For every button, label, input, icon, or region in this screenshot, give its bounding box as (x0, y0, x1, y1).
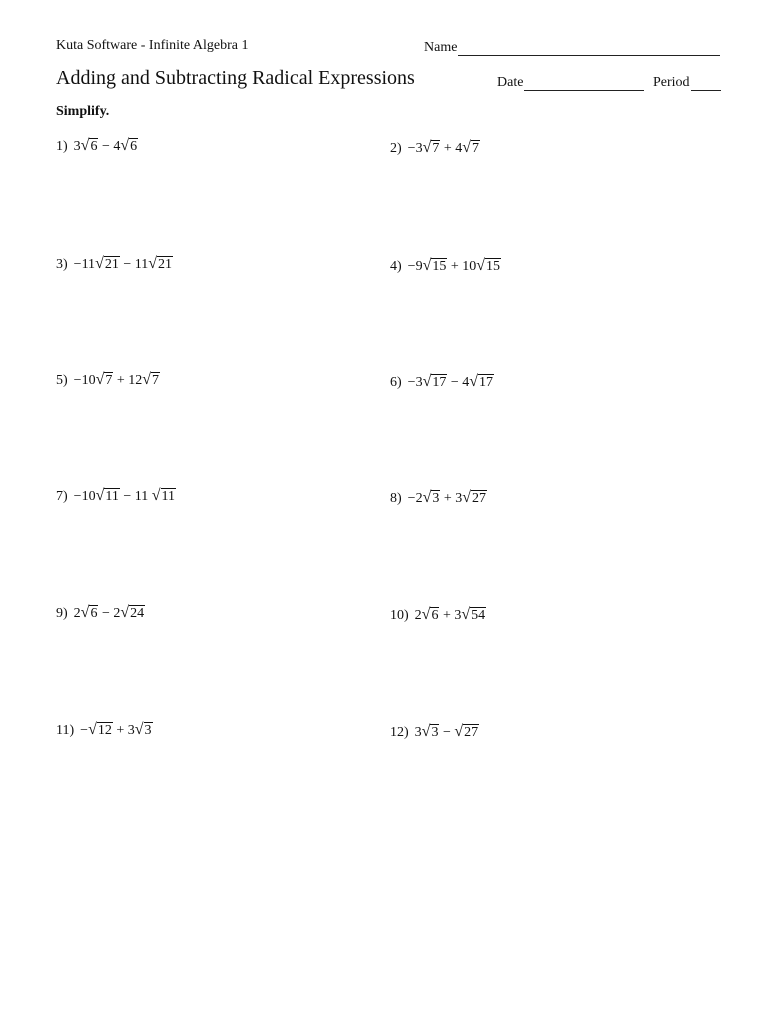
period-field[interactable] (653, 75, 721, 91)
instructions: Simplify. (56, 104, 110, 119)
problem-6 (390, 374, 494, 391)
date-field[interactable] (497, 75, 644, 91)
problem-number: 4) (390, 259, 402, 275)
problem-number: 12) (390, 725, 409, 741)
radical-sign-icon: √ (120, 137, 130, 155)
problem-number: 5) (56, 373, 68, 389)
coefficient: − 11 (119, 257, 149, 273)
radical-sign-icon: √ (462, 489, 472, 507)
coefficient: + 3 (440, 491, 463, 507)
problem-8 (390, 490, 487, 507)
problem-number: 9) (56, 606, 68, 622)
radical (96, 372, 114, 388)
coefficient: −10 (73, 489, 96, 505)
radical-sign-icon: √ (461, 606, 471, 624)
problem-number: 1) (56, 139, 68, 155)
publisher-label: Kuta Software - Infinite Algebra 1 (56, 38, 249, 53)
coefficient: −11 (73, 257, 96, 273)
worksheet-title: Adding and Subtracting Radical Expressions (56, 67, 415, 89)
radical (454, 724, 479, 740)
problem-5 (56, 372, 160, 389)
problem-10 (390, 607, 486, 624)
radical (95, 256, 120, 272)
problem-9 (56, 605, 145, 622)
radicand: 3 (144, 723, 152, 738)
radical (469, 374, 494, 390)
radical (476, 258, 501, 274)
radical-sign-icon: √ (422, 373, 432, 391)
radical (422, 607, 440, 623)
radical-sign-icon: √ (88, 721, 97, 739)
radical-sign-icon: √ (421, 606, 431, 624)
coefficient: − (439, 725, 455, 741)
radical (423, 490, 441, 506)
coefficient: + 3 (439, 608, 462, 624)
radical (135, 722, 153, 738)
radicand: 7 (432, 141, 440, 156)
problem-number: 10) (390, 608, 409, 624)
name-label: Name (424, 40, 458, 55)
radical-sign-icon: √ (120, 604, 130, 622)
date-blank-line[interactable] (524, 76, 644, 91)
coefficient: −10 (73, 373, 96, 389)
radical-sign-icon: √ (422, 257, 432, 275)
problem-number: 11) (56, 723, 75, 739)
period-blank-line[interactable] (691, 76, 721, 91)
radicand: 12 (97, 723, 112, 738)
period-label: Period (653, 75, 690, 90)
problem-7 (56, 488, 176, 505)
problem-1 (56, 138, 138, 155)
radical-sign-icon: √ (454, 723, 464, 741)
radical-sign-icon: √ (95, 371, 105, 389)
radical-sign-icon: √ (80, 604, 90, 622)
radical-sign-icon: √ (421, 723, 431, 741)
coefficient: −3 (407, 141, 423, 157)
radical (81, 605, 99, 621)
coefficient: − 4 (98, 139, 121, 155)
radical (423, 374, 448, 390)
radical (152, 488, 176, 504)
radicand: 15 (432, 259, 447, 274)
problem-number: 7) (56, 489, 68, 505)
radicand: 3 (431, 725, 439, 740)
coefficient: − (80, 723, 89, 739)
coefficient: − 4 (447, 375, 470, 391)
radicand: 24 (130, 606, 145, 621)
date-label: Date (497, 75, 524, 90)
radical (461, 607, 486, 623)
radicand: 27 (472, 491, 487, 506)
radicand: 7 (105, 373, 113, 388)
coefficient: + 4 (440, 141, 463, 157)
radical-sign-icon: √ (462, 139, 472, 157)
problem-3 (56, 256, 173, 273)
radicand: 6 (130, 139, 138, 154)
radicand: 54 (471, 608, 486, 623)
problem-number: 6) (390, 375, 402, 391)
radical (120, 138, 138, 154)
name-field[interactable] (424, 40, 720, 56)
radicand: 15 (486, 259, 501, 274)
radical (142, 372, 160, 388)
radical-sign-icon: √ (142, 371, 152, 389)
radical (81, 138, 99, 154)
coefficient: −9 (407, 259, 423, 275)
coefficient: + 3 (112, 723, 135, 739)
coefficient: + 12 (113, 373, 143, 389)
radicand: 27 (464, 725, 479, 740)
coefficient: −2 (407, 491, 423, 507)
radical (120, 605, 145, 621)
problem-2 (390, 140, 480, 157)
coefficient: −3 (407, 375, 423, 391)
coefficient: + 10 (447, 259, 477, 275)
radicand: 3 (432, 491, 440, 506)
coefficient: 3 (73, 139, 81, 155)
radical-sign-icon: √ (148, 255, 158, 273)
problem-11 (56, 722, 153, 739)
coefficient: 3 (414, 725, 422, 741)
radical (423, 258, 448, 274)
radical (422, 724, 440, 740)
radical-sign-icon: √ (134, 721, 144, 739)
radical-sign-icon: √ (476, 257, 486, 275)
radical-sign-icon: √ (80, 137, 90, 155)
radicand: 11 (105, 489, 119, 504)
radical-sign-icon: √ (95, 255, 104, 273)
problem-number: 3) (56, 257, 68, 273)
radicand: 7 (472, 141, 480, 156)
radical-sign-icon: √ (422, 489, 432, 507)
radicand: 6 (90, 139, 98, 154)
coefficient: 2 (73, 606, 81, 622)
radicand: 21 (158, 257, 173, 272)
radicand: 6 (90, 606, 98, 621)
radicand: 17 (479, 375, 494, 390)
coefficient: − 2 (98, 606, 121, 622)
radical-sign-icon: √ (151, 487, 161, 505)
name-blank-line[interactable] (458, 41, 720, 56)
radical (462, 140, 480, 156)
problem-number: 2) (390, 141, 402, 157)
radical-sign-icon: √ (469, 373, 479, 391)
radical (96, 488, 120, 504)
radical (423, 140, 441, 156)
coefficient: 2 (414, 608, 422, 624)
radicand: 7 (152, 373, 160, 388)
radicand: 17 (432, 375, 447, 390)
radical (88, 722, 113, 738)
problem-number: 8) (390, 491, 402, 507)
radical (148, 256, 173, 272)
radical-sign-icon: √ (95, 487, 105, 505)
radical (462, 490, 487, 506)
radicand: 11 (161, 489, 175, 504)
coefficient: − 11 (119, 489, 152, 505)
radicand: 21 (104, 257, 119, 272)
radical-sign-icon: √ (422, 139, 432, 157)
problem-4 (390, 258, 501, 275)
problem-12 (390, 724, 479, 741)
radicand: 6 (431, 608, 439, 623)
